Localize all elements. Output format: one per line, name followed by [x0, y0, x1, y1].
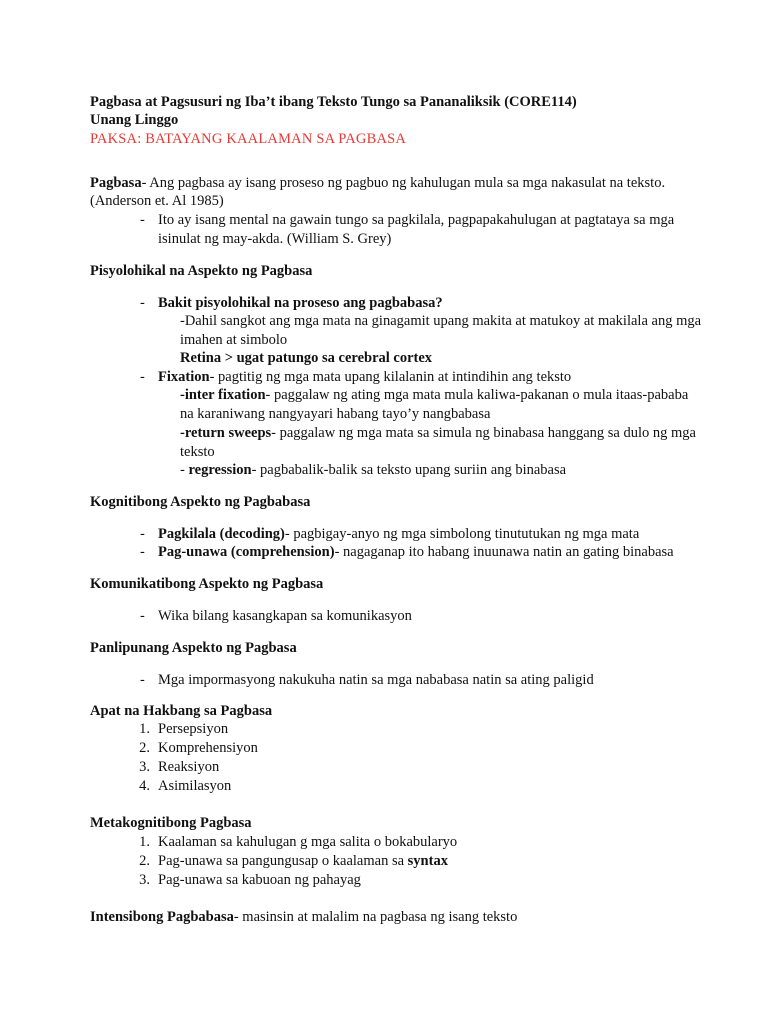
list-number: 1.: [139, 721, 150, 737]
decoding-term: Pagkilala (decoding): [158, 526, 285, 542]
panlipunan-item1: Mga impormasyong nakukuha natin sa mga nababasa natin sa ating paligid: [158, 672, 594, 688]
list-number: 2.: [139, 853, 150, 869]
bullet-dash: -: [140, 526, 145, 542]
list-number: 4.: [139, 778, 150, 794]
list-item: [158, 852, 448, 870]
list-item: Komprehensiyon: [158, 740, 258, 756]
regression-term: regression: [188, 462, 252, 478]
bullet-dash: -: [140, 212, 145, 228]
bullet-dash: -: [140, 608, 145, 624]
regression-def: - pagbabalik-balik sa teksto upang suriin ang binabasa: [251, 462, 567, 478]
section-heading-panlipunan: Panlipunang Aspekto ng Pagbasa: [90, 640, 297, 656]
syntax-prefix: Pag-unawa sa pangungusap o kaalaman sa: [158, 853, 408, 869]
syntax-term: syntax: [407, 853, 448, 869]
fixation-line: [158, 368, 571, 386]
pagbasa-bullet-line1: Ito ay isang mental na gawain tungo sa pagkilala, pagpapakahulugan at pagtataya sa mga: [158, 212, 675, 228]
pagbasa-definition: [90, 174, 665, 192]
list-item: Kaalaman sa kahulugan g mga salita o bokabularyo: [158, 834, 458, 850]
return-sweeps-line2: teksto: [180, 444, 215, 460]
inter-fixation-line2: na karaniwang nangyayari habang tayo’y nangbabasa: [180, 406, 491, 422]
list-item: Pag-unawa sa kabuoan ng pahayag: [158, 872, 361, 888]
pisyolohikal-answer-line1: -Dahil sangkot ang mga mata na ginagamit upang makita at matukoy at makilala ang mga: [180, 313, 702, 329]
section-heading-metakognitibo: Metakognitibong Pagbasa: [90, 815, 252, 831]
regression-prefix: -: [180, 462, 189, 478]
inter-fixation-def: - paggalaw ng ating mga mata mula kaliwa-pakanan o mula itaas-pababa: [265, 387, 689, 403]
intensibo-term: Intensibong Pagbabasa: [90, 909, 234, 925]
intensibo-def: - masinsin at malalim na pagbasa ng isang teksto: [233, 909, 518, 925]
list-number: 3.: [139, 872, 150, 888]
list-number: 1.: [139, 834, 150, 850]
retina-line: Retina > ugat patungo sa cerebral cortex: [180, 350, 433, 366]
intensibo-line: [90, 908, 517, 926]
list-item: Persepsiyon: [158, 721, 229, 737]
comprehension-term: Pag-unawa (comprehension): [158, 544, 335, 560]
fixation-term: Fixation: [158, 369, 210, 385]
section-heading-komunikatibo: Komunikatibong Aspekto ng Pagbasa: [90, 576, 324, 592]
section-heading-pisyolohikal: Pisyolohikal na Aspekto ng Pagbasa: [90, 263, 313, 279]
pisyolohikal-question: Bakit pisyolohikal na proseso ang pagbabasa?: [158, 295, 443, 311]
pagbasa-citation: (Anderson et. Al 1985): [90, 193, 224, 209]
pisyolohikal-answer-line2: imahen at simbolo: [180, 332, 288, 348]
list-number: 2.: [139, 740, 150, 756]
inter-fixation-line: [180, 386, 688, 404]
bullet-dash: -: [140, 672, 145, 688]
kognitibo-item1: [158, 525, 639, 543]
pagbasa-term: Pagbasa: [90, 175, 142, 191]
decoding-def: - pagbigay-anyo ng mga simbolong tinututukan ng mga mata: [284, 526, 640, 542]
week-label: Unang Linggo: [90, 112, 179, 128]
section-heading-hakbang: Apat na Hakbang sa Pagbasa: [90, 703, 273, 719]
list-item: Reaksiyon: [158, 759, 220, 775]
kognitibo-item2: [158, 543, 674, 561]
list-item: Asimilasyon: [158, 778, 232, 794]
course-title: Pagbasa at Pagsusuri ng Iba’t ibang Teksto Tungo sa Pananaliksik (CORE114): [90, 94, 577, 110]
inter-fixation-term: -inter fixation: [180, 387, 266, 403]
pagbasa-def-text: - Ang pagbasa ay isang proseso ng pagbuo ng kahulugan mula sa mga nakasulat na teksto.: [141, 175, 666, 191]
return-sweeps-def: - paggalaw ng mga mata sa simula ng binabasa hanggang sa dulo ng mga: [271, 425, 696, 441]
section-heading-kognitibo: Kognitibong Aspekto ng Pagbabasa: [90, 494, 311, 510]
topic-heading: PAKSA: BATAYANG KAALAMAN SA PAGBASA: [90, 131, 407, 147]
return-sweeps-term: -return sweeps: [180, 425, 272, 441]
pagbasa-bullet-line2: isinulat ng may-akda. (William S. Grey): [158, 231, 392, 247]
regression-line: [180, 461, 566, 479]
bullet-dash: -: [140, 544, 145, 560]
komunikatibo-item1: Wika bilang kasangkapan sa komunikasyon: [158, 608, 412, 624]
return-sweeps-line: [180, 424, 696, 442]
list-number: 3.: [139, 759, 150, 775]
fixation-def: - pagtitig ng mga mata upang kilalanin at intindihin ang teksto: [209, 369, 572, 385]
bullet-dash: -: [140, 295, 145, 311]
bullet-dash: -: [140, 369, 145, 385]
comprehension-def: - nagaganap ito habang inuunawa natin an gating binabasa: [334, 544, 674, 560]
